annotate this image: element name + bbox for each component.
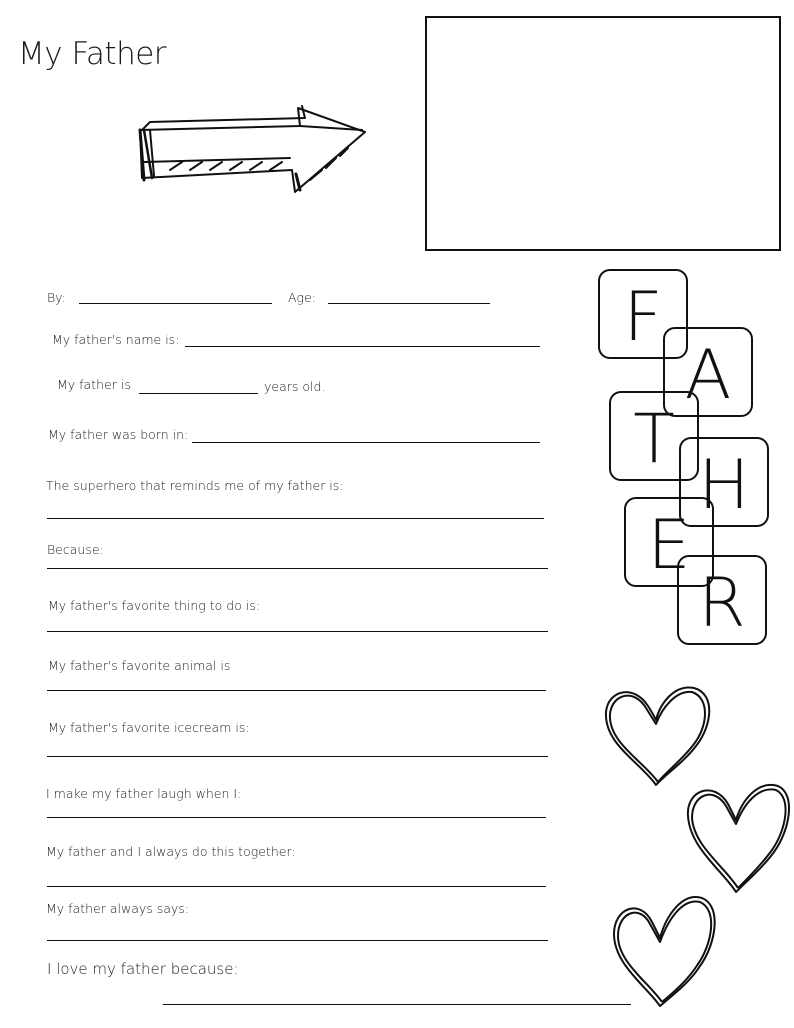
tile-f-letter: F xyxy=(623,278,663,357)
icecream-label: My father's favorite icecream is: xyxy=(48,720,250,735)
says-line[interactable] xyxy=(47,940,548,941)
born-label: My father was born in: xyxy=(48,427,189,442)
page-title: My Father xyxy=(18,36,167,72)
animal-label: My father's favorite animal is xyxy=(48,658,231,673)
thing-line[interactable] xyxy=(47,631,548,632)
born-line[interactable] xyxy=(192,442,540,443)
laugh-label: I make my father laugh when I: xyxy=(46,786,242,801)
tile-h-letter: H xyxy=(698,446,750,525)
tile-a-letter: A xyxy=(684,336,732,415)
love-label: I love my father because: xyxy=(47,960,239,978)
name-label: My father's name is: xyxy=(52,332,180,347)
age-line[interactable] xyxy=(328,303,490,304)
tile-t-letter: T xyxy=(633,400,675,479)
photo-frame[interactable] xyxy=(425,16,781,251)
animal-line[interactable] xyxy=(47,690,546,691)
years-prefix-label: My father is xyxy=(57,377,131,392)
says-label: My father always says: xyxy=(46,901,190,916)
by-label: By: xyxy=(47,290,66,305)
superhero-label: The superhero that reminds me of my father is: xyxy=(46,478,344,493)
because-label: Because: xyxy=(47,542,104,557)
years-suffix-label: years old. xyxy=(264,379,326,394)
heart-icon xyxy=(684,778,794,898)
love-line[interactable] xyxy=(163,1004,631,1005)
heart-icon xyxy=(600,682,715,792)
years-line[interactable] xyxy=(139,393,258,394)
age-label: Age: xyxy=(288,290,316,305)
arrow-icon xyxy=(130,100,370,200)
name-line[interactable] xyxy=(185,346,540,347)
father-tiles xyxy=(590,262,780,652)
thing-label: My father's favorite thing to do is: xyxy=(48,598,261,613)
tile-e-letter: E xyxy=(647,506,691,585)
tile-r-letter: R xyxy=(698,564,746,643)
together-line[interactable] xyxy=(47,886,546,887)
because-line[interactable] xyxy=(47,568,548,569)
superhero-line[interactable] xyxy=(47,518,544,519)
laugh-line[interactable] xyxy=(47,817,546,818)
by-line[interactable] xyxy=(79,303,272,304)
together-label: My father and I always do this together: xyxy=(46,844,296,859)
heart-icon xyxy=(610,890,720,1010)
icecream-line[interactable] xyxy=(47,756,548,757)
